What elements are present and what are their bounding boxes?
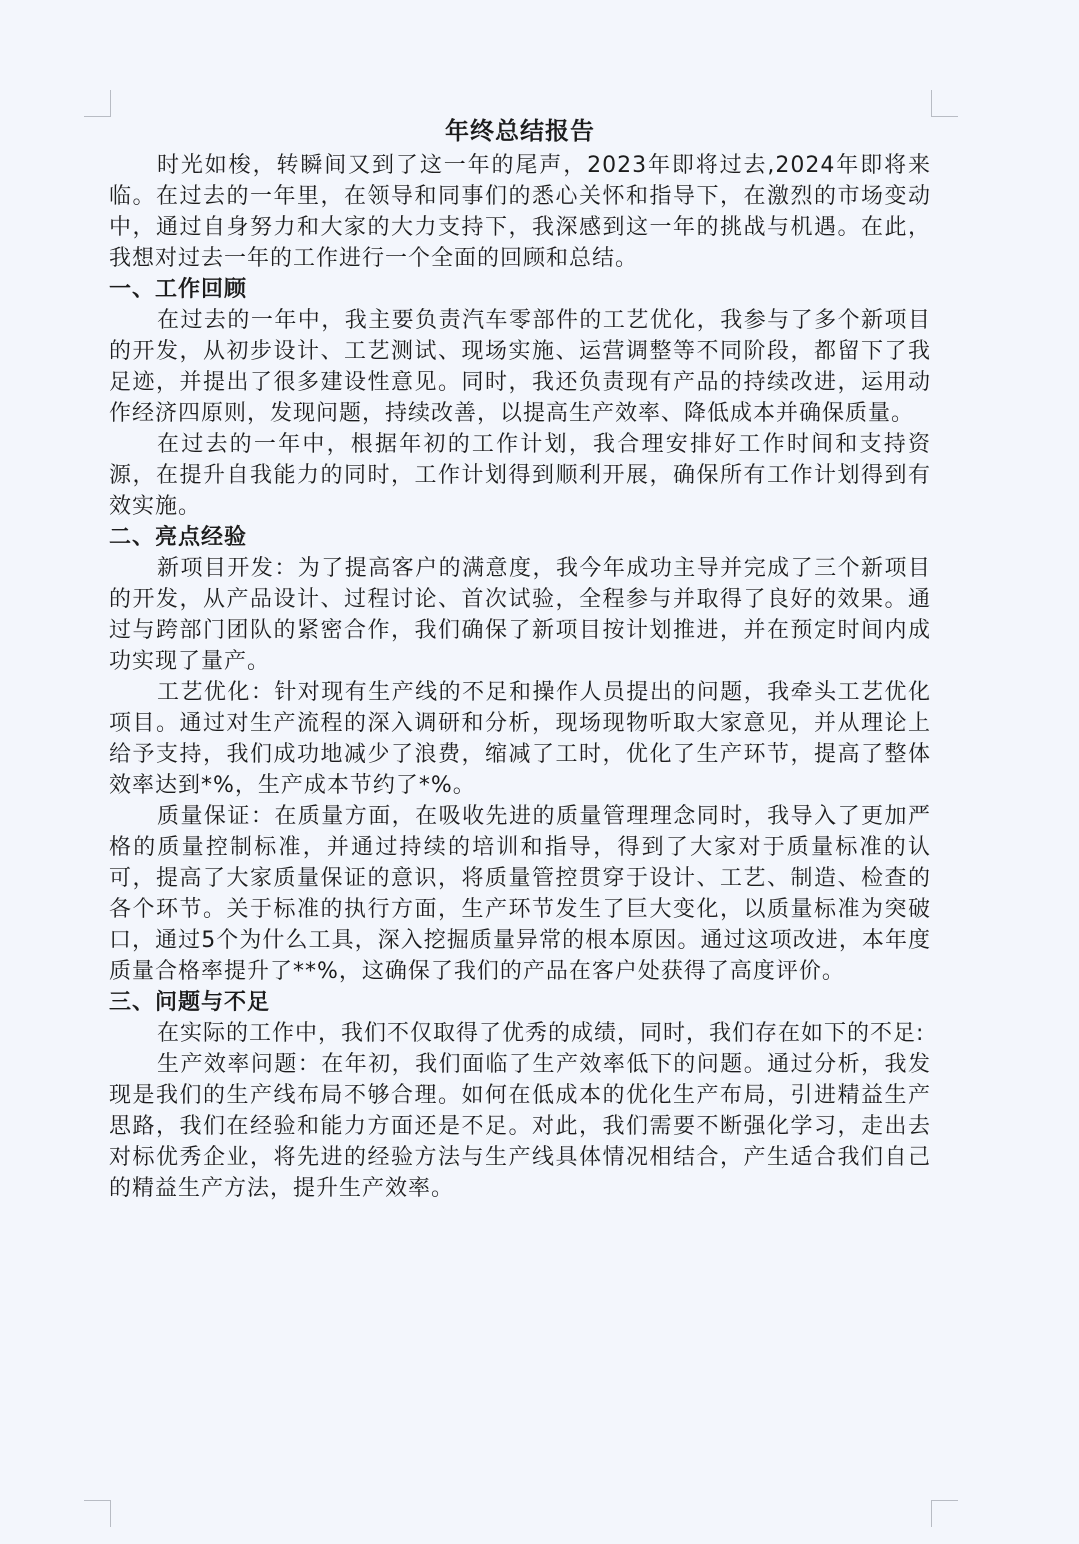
paragraph: 在实际的工作中，我们不仅取得了优秀的成绩，同时，我们存在如下的不足: [157, 1021, 925, 1046]
paragraph: 质量保证：在质量方面，在吸收先进的质量管理理念同时，我导入了更加严格的质量控制标准，并通过持续的培训和指导，得到了大家对于质量标准的认可，提高了大家质量保证的意识，将质量管控贯穿于设计、工艺、制造、检查的各个环节。关于标准的执行方面，生产环节发生了巨大变化，以质量标准为突破口，通过5个为什么工具，深入挖掘质量异常的根本原因。通过这项改进，本年度质量合格率提升了**%，这确保了我们的产品在客户处获得了高度评价。 [109, 804, 931, 984]
paragraph: 生产效率问题：在年初，我们面临了生产效率低下的问题。通过分析，我发现是我们的生产线布局不够合理。如何在低成本的优化生产布局，引进精益生产思路，我们在经验和能力方面还是不足。对此，我们需要不断强化学习，走出去对标优秀企业，将先进的经验方法与生产线具体情况相结合，产生适合我们自己的精益生产方法，提升生产效率。 [109, 1052, 931, 1201]
section-heading-highlights: 二、亮点经验 [109, 525, 248, 550]
paragraph: 在过去的一年中，我主要负责汽车零部件的工艺优化，我参与了多个新项目的开发，从初步设计、工艺测试、现场实施、运营调整等不同阶段，都留下了我足迹，并提出了很多建设性意见。同时，我还负责现有产品的持续改进，运用动作经济四原则，发现问题，持续改善，以提高生产效率、降低成本并确保质量。 [109, 308, 931, 426]
section-heading-work-review: 一、工作回顾 [109, 277, 248, 302]
paragraph: 在过去的一年中，根据年初的工作计划，我合理安排好工作时间和支持资源，在提升自我能力的同时，工作计划得到顺利开展，确保所有工作计划得到有效实施。 [109, 432, 931, 519]
document-title: 年终总结报告 [445, 117, 595, 145]
page-corner-mark-bottom-right [931, 1500, 958, 1527]
page-corner-mark-top-left [84, 90, 111, 117]
document-page [109, 112, 931, 1204]
page-corner-mark-bottom-left [84, 1500, 111, 1527]
section-heading-problems: 三、问题与不足 [109, 990, 271, 1015]
paragraph: 新项目开发：为了提高客户的满意度，我今年成功主导并完成了三个新项目的开发，从产品设计、过程讨论、首次试验，全程参与并取得了良好的效果。通过与跨部门团队的紧密合作，我们确保了新项目按计划推进，并在预定时间内成功实现了量产。 [109, 556, 931, 674]
intro-paragraph: 时光如梭，转瞬间又到了这一年的尾声，2023年即将过去,2024年即将来临。在过去的一年里，在领导和同事们的悉心关怀和指导下，在激烈的市场变动中，通过自身努力和大家的大力支持下，我深感到这一年的挑战与机遇。在此，我想对过去一年的工作进行一个全面的回顾和总结。 [109, 153, 931, 271]
paragraph: 工艺优化：针对现有生产线的不足和操作人员提出的问题，我牵头工艺优化项目。通过对生产流程的深入调研和分析，现场现物听取大家意见，并从理论上给予支持，我们成功地减少了浪费，缩减了工时，优化了生产环节，提高了整体效率达到*%，生产成本节约了*%。 [109, 680, 931, 798]
page-corner-mark-top-right [931, 90, 958, 117]
